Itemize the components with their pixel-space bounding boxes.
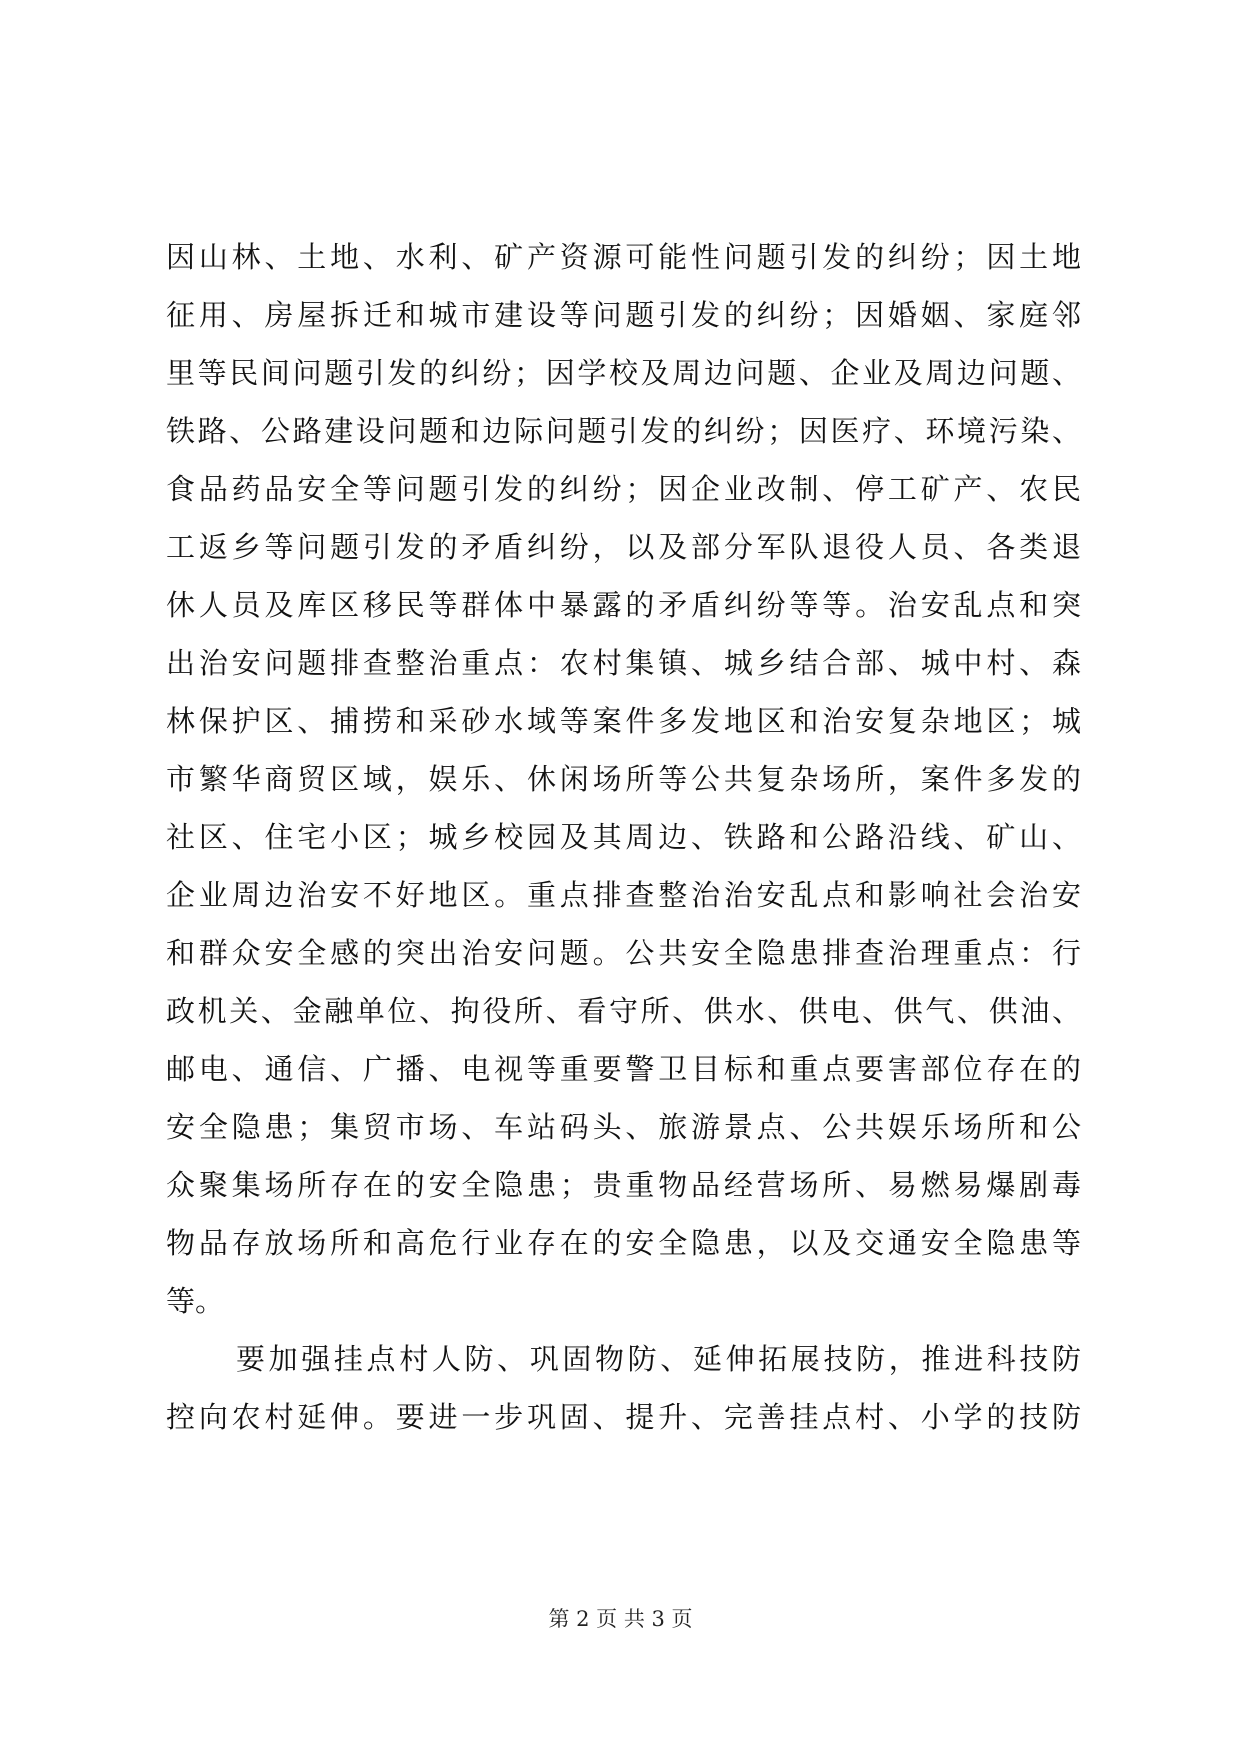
- paragraph-1-line: 工返乡等问题引发的矛盾纠纷，以及部分军队退役人员、各类退: [166, 530, 1081, 564]
- paragraph-1-line: 企业周边治安不好地区。重点排查整治治安乱点和影响社会治安: [166, 878, 1081, 912]
- paragraph-1-line: 因山林、土地、水利、矿产资源可能性问题引发的纠纷；因土地: [166, 240, 1081, 274]
- paragraph-1-line: 众聚集场所存在的安全隐患；贵重物品经营场所、易燃易爆剧毒: [166, 1168, 1081, 1202]
- body-text: [166, 228, 1081, 1446]
- page-number-label: 第 2 页 共 3 页: [548, 1607, 693, 1631]
- paragraph-1-line: 等。: [166, 1284, 225, 1318]
- paragraph-1-line: 物品存放场所和高危行业存在的安全隐患，以及交通安全隐患等: [166, 1226, 1081, 1260]
- page-footer: [0, 1605, 1241, 1633]
- paragraph-2-line: 控向农村延伸。要进一步巩固、提升、完善挂点村、小学的技防: [166, 1400, 1081, 1434]
- paragraph-1-line: 安全隐患；集贸市场、车站码头、旅游景点、公共娱乐场所和公: [166, 1110, 1081, 1144]
- paragraph-1-line: 里等民间问题引发的纠纷；因学校及周边问题、企业及周边问题、: [166, 356, 1081, 390]
- paragraph-2-line: 要加强挂点村人防、巩固物防、延伸拓展技防，推进科技防: [236, 1342, 1081, 1376]
- paragraph-1-line: 休人员及库区移民等群体中暴露的矛盾纠纷等等。治安乱点和突: [166, 588, 1081, 622]
- paragraph-1-line: 林保护区、捕捞和采砂水域等案件多发地区和治安复杂地区；城: [166, 704, 1081, 738]
- paragraph-1-line: 食品药品安全等问题引发的纠纷；因企业改制、停工矿产、农民: [166, 472, 1081, 506]
- paragraph-1-line: 社区、住宅小区；城乡校园及其周边、铁路和公路沿线、矿山、: [166, 820, 1081, 854]
- paragraph-1-line: 政机关、金融单位、拘役所、看守所、供水、供电、供气、供油、: [166, 994, 1081, 1028]
- paragraph-1-line: 邮电、通信、广播、电视等重要警卫目标和重点要害部位存在的: [166, 1052, 1081, 1086]
- paragraph-1-line: 铁路、公路建设问题和边际问题引发的纠纷；因医疗、环境污染、: [166, 414, 1081, 448]
- paragraph-1-line: 出治安问题排查整治重点：农村集镇、城乡结合部、城中村、森: [166, 646, 1081, 680]
- paragraph-1-line: 和群众安全感的突出治安问题。公共安全隐患排查治理重点：行: [166, 936, 1081, 970]
- paragraph-1-line: 征用、房屋拆迁和城市建设等问题引发的纠纷；因婚姻、家庭邻: [166, 298, 1081, 332]
- paragraph-1-line: 市繁华商贸区域，娱乐、休闲场所等公共复杂场所，案件多发的: [166, 762, 1081, 796]
